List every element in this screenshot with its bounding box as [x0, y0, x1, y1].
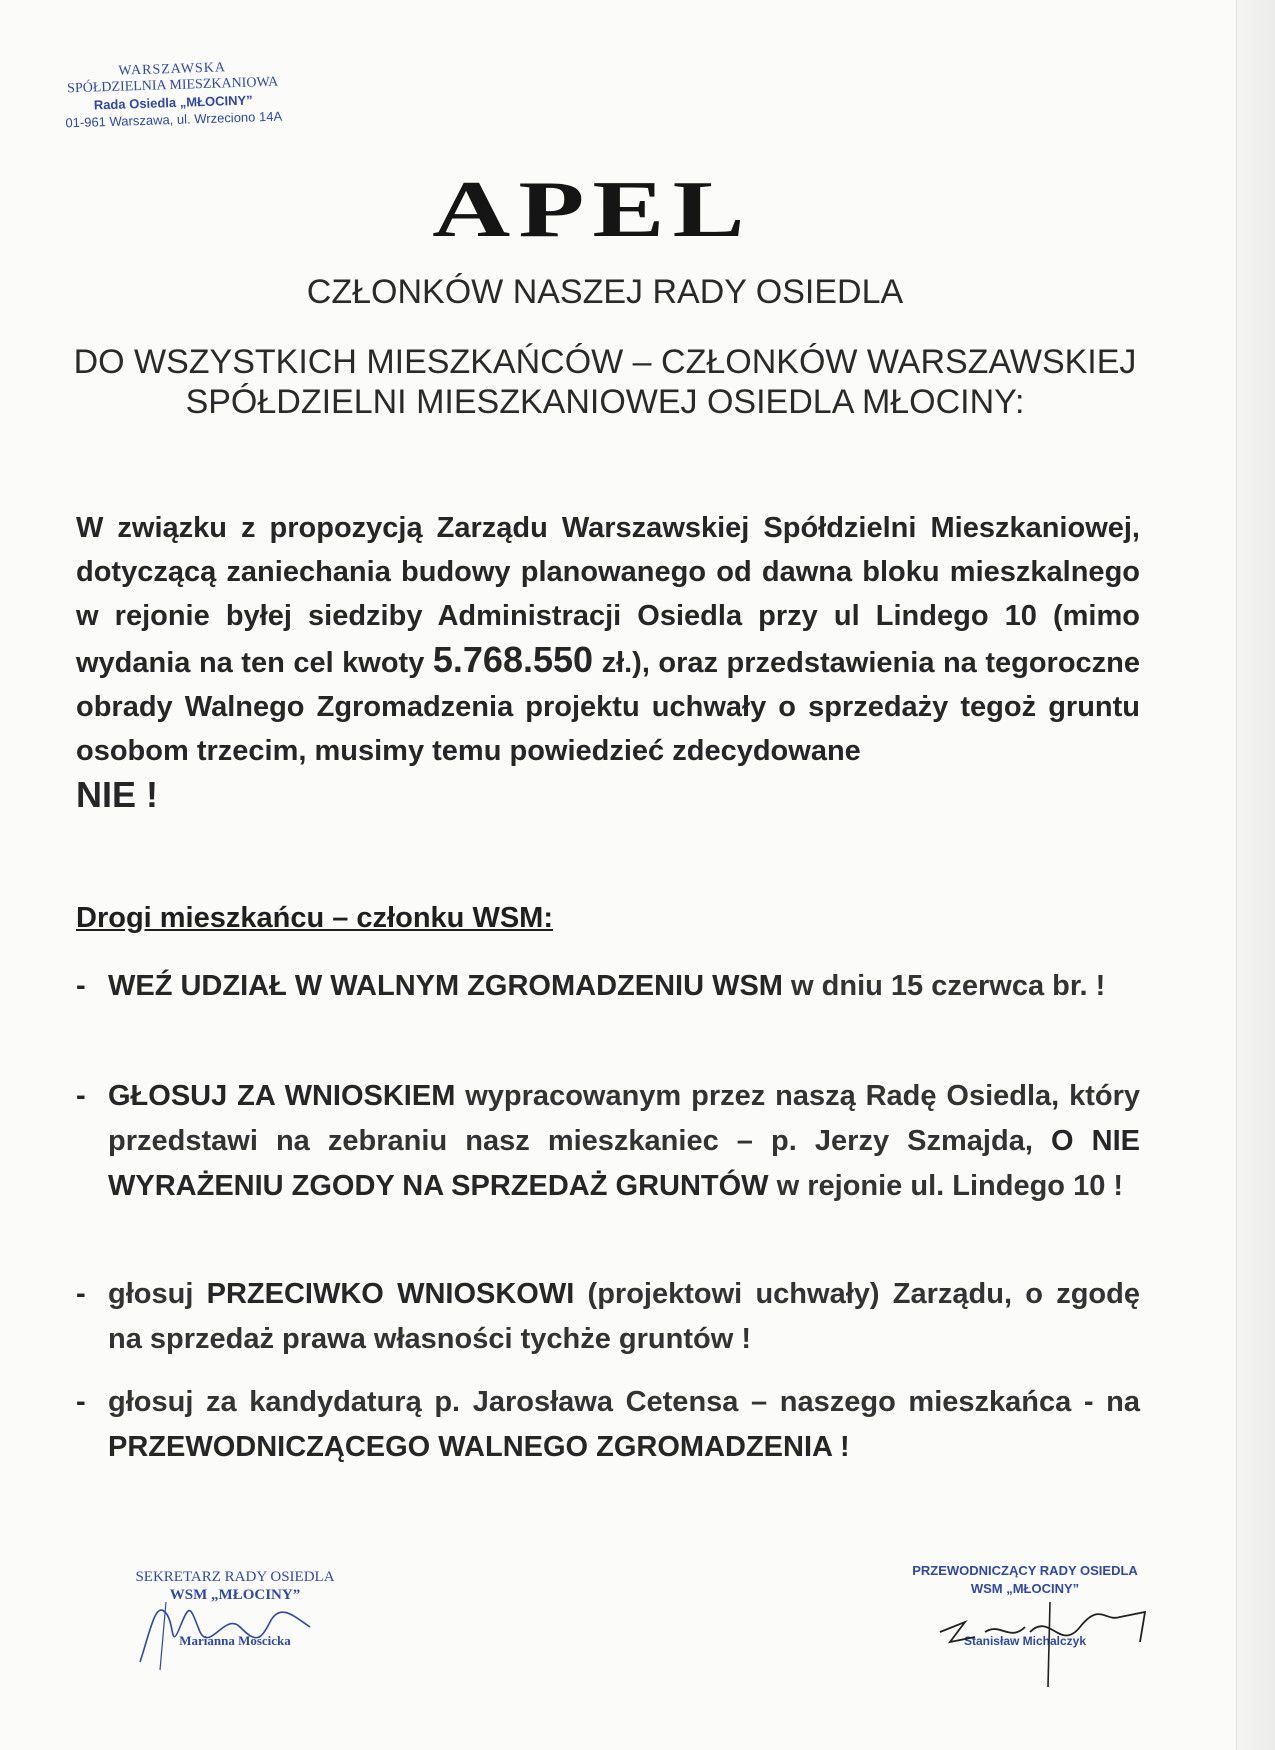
stamp-line-2: SPÓŁDZIELNIA MIESZKANIOWA	[66, 74, 279, 97]
bullet-candidate	[76, 1380, 1140, 1470]
bullet-vote-against	[76, 1272, 1140, 1362]
bullet-dash: -	[76, 970, 86, 1002]
stamp-address: 01-961 Warszawa, ul. Wrzeciono 14A	[65, 108, 283, 131]
bullet-normal: w rejonie ul. Lindego 10 !	[776, 1170, 1124, 1202]
page-edge	[1236, 0, 1275, 1750]
stamp-line-3: Rada Osiedla „MŁOCINY”	[93, 92, 253, 113]
bullet-vote-for-motion	[76, 1074, 1140, 1209]
subtitle-council: CZŁONKÓW NASZEJ RADY OSIEDLA	[306, 273, 904, 311]
bullet-text	[108, 1074, 1140, 1209]
amount-value: 5.768.550	[432, 639, 594, 680]
bullet-dash: -	[76, 1080, 86, 1112]
bullet-dash: -	[76, 1278, 86, 1310]
paragraph-part-2: zł.), oraz przedstawienia na tegoroczne obrady Walnego Zgromadzenia projektu uchwały o sprzedaży tegoż gruntu osobom trzecim, musimy temu powiedzieć zdecydowane	[76, 647, 1141, 767]
nie-emphasis: NIE !	[76, 774, 159, 815]
secretary-role: SEKRETARZ RADY OSIEDLA	[135, 1569, 335, 1585]
chairman-role: PRZEWODNICZĄCY RADY OSIEDLA	[912, 1563, 1138, 1578]
secretary-signature-stamp	[110, 1568, 360, 1650]
bullet-normal: w dniu 15 czerwca br. !	[791, 970, 1106, 1002]
chairman-name: Stanisław Michalczyk	[963, 1634, 1087, 1648]
bullet-normal: głosuj	[108, 1278, 194, 1310]
subtitle-addressees: DO WSZYSTKICH MIESZKAŃCÓW – CZŁONKÓW WARSZAWSKIEJ SPÓŁDZIELNI MIESZKANIOWEJ OSIEDLA MŁOCINY:	[73, 343, 1137, 421]
bullet-normal: wypracowanym przez naszą Radę Osiedla, który przedstawi na zebraniu nasz mieszkaniec – p. Jerzy Szmajda,	[108, 1080, 1141, 1157]
chairman-org: WSM „MŁOCINY”	[970, 1581, 1080, 1596]
bullet-attend	[76, 964, 1140, 1009]
chairman-signature-stamp	[900, 1562, 1150, 1650]
document-title: APEL	[432, 166, 753, 254]
handwritten-signature-icon	[930, 1582, 1170, 1692]
bullet-text	[108, 1272, 1140, 1362]
bullet-text	[108, 1380, 1140, 1470]
bullet-strong: GŁOSUJ ZA WNIOSKIEM	[108, 1080, 456, 1112]
greeting: Drogi mieszkańcu – członku WSM:	[76, 902, 553, 934]
bullet-text	[108, 964, 1140, 1009]
bullet-strong: PRZEWODNICZĄCEGO WALNEGO ZGROMADZENIA !	[108, 1431, 850, 1463]
bullet-strong: O NIE WYRAŻENIU ZGODY NA SPRZEDAŻ GRUNTÓW	[108, 1125, 1140, 1202]
bullet-normal: (projektowi uchwały) Zarządu, o zgodę na sprzedaż prawa własności tychże gruntów !	[108, 1278, 1140, 1355]
organization-stamp	[27, 57, 319, 132]
bullet-normal: głosuj za kandydaturą p. Jarosława Cetensa – naszego mieszkańca - na	[108, 1386, 1140, 1418]
secretary-org: WSM „MŁOCINY”	[169, 1587, 301, 1603]
main-paragraph	[76, 506, 1140, 820]
secretary-name: Marianna Mościcka	[179, 1633, 291, 1648]
bullet-strong: PRZECIWKO WNIOSKOWI	[206, 1278, 575, 1310]
paragraph-part-1: W związku z propozycją Zarządu Warszawskiej Spółdzielni Mieszkaniowej, dotyczącą zaniechania budowy planowanego od dawna bloku mieszkalnego w rejonie byłej siedziby Administracji Osiedla przy ul Lindego 10 (mimo wydania na ten cel kwoty	[76, 512, 1140, 679]
handwritten-signature-icon	[130, 1592, 330, 1672]
stamp-line-1: WARSZAWSKA	[118, 60, 227, 79]
bullet-strong: WEŹ UDZIAŁ W WALNYM ZGROMADZENIU WSM	[108, 970, 783, 1002]
bullet-dash: -	[76, 1386, 86, 1418]
